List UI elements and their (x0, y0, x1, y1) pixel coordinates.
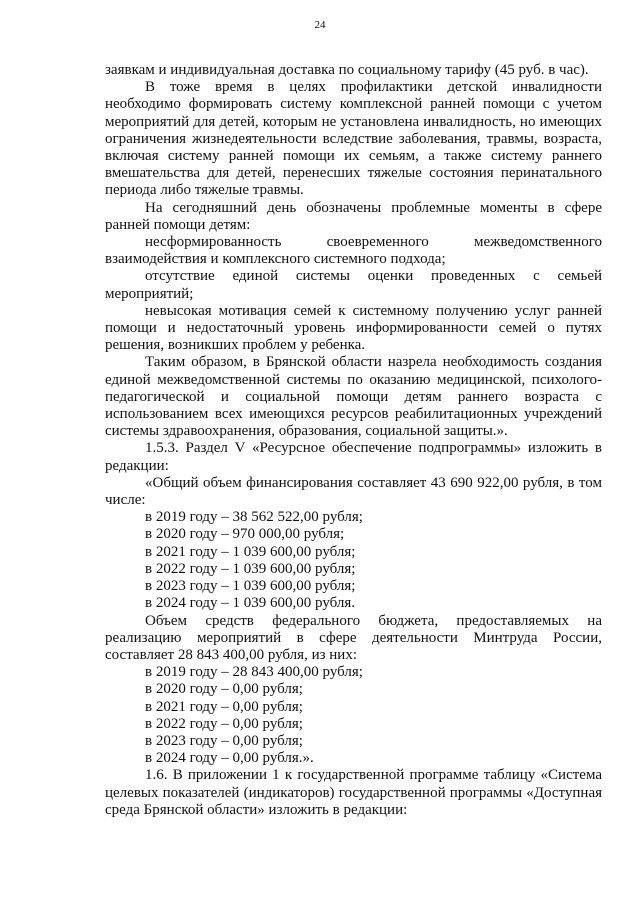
paragraph: 1.5.3. Раздел V «Ресурсное обеспечение подпрограммы» изложить в редакции: (105, 440, 602, 474)
document-body (105, 62, 602, 819)
year-amount-item: в 2019 году – 28 843 400,00 рубля; (145, 664, 363, 681)
paragraph: отсутствие единой системы оценки проведенных с семьей мероприятий; (105, 268, 602, 302)
paragraph: В тоже время в целях профилактики детской инвалидности необходимо формировать систему комплексной ранней помощи с учетом мероприятий для детей, которым не установлена инвалидность, но имеющих ограничения жизнедеятельности вследствие заболевания, травмы, возраста, включая систему ранней помощи их семьям, а также систему раннего вмешательства для детей, перенесших тяжелые состояния перинатального периода либо тяжелые травмы. (105, 79, 602, 199)
federal-funding-by-year-list (105, 664, 602, 767)
paragraph: На сегодняшний день обозначены проблемные моменты в сфере ранней помощи детям: (105, 199, 602, 233)
paragraph: невысокая мотивация семей к системному получению услуг ранней помощи и недостаточный уровень информированности семей о путях решения, возникших проблем у ребенка. (105, 302, 602, 354)
year-amount-item: в 2021 году – 0,00 рубля; (145, 698, 303, 715)
year-amount-item: в 2021 году – 1 039 600,00 рубля; (145, 543, 356, 560)
year-amount-item: в 2020 году – 0,00 рубля; (145, 681, 303, 698)
section-1-6-paragraph: 1.6. В приложении 1 к государственной программе таблицу «Система целевых показателей (индикаторов) государственной программы «Доступная среда Брянской области» изложить в редакции: (105, 767, 602, 818)
year-amount-item: в 2019 году – 38 562 522,00 рубля; (145, 509, 363, 526)
paragraph: «Общий объем финансирования составляет 43 690 922,00 рубля, в том числе: (105, 474, 602, 509)
paragraph: заявкам и индивидуальная доставка по социальному тарифу (45 руб. в час). (105, 62, 589, 78)
year-amount-item: в 2022 году – 1 039 600,00 рубля; (145, 560, 356, 577)
paragraph: Таким образом, в Брянской области назрела необходимость создания единой межведомственной системы по оказанию медицинской, психолого-педагогической и социальной помощи детям раннего возраста с использованием всех имеющихся ресурсов реабилитационных учреждений системы здравоохранения, образования, социальной защиты.». (105, 354, 602, 440)
page-number: 24 (314, 19, 326, 31)
text-paragraphs (105, 62, 602, 509)
year-amount-item: в 2024 году – 0,00 рубля.». (145, 750, 314, 767)
paragraph: несформированность своевременного межведомственного взаимодействия и комплексного системного подхода; (105, 234, 602, 268)
year-amount-item: в 2023 году – 0,00 рубля; (145, 732, 303, 749)
funding-by-year-list (105, 509, 602, 612)
year-amount-item: в 2023 году – 1 039 600,00 рубля; (145, 578, 356, 595)
year-amount-item: в 2022 году – 0,00 рубля; (145, 715, 303, 732)
year-amount-item: в 2020 году – 970 000,00 рубля; (145, 526, 345, 543)
year-amount-item: в 2024 году – 1 039 600,00 рубля. (145, 595, 356, 612)
federal-budget-paragraph: Объем средств федерального бюджета, предоставляемых на реализацию мероприятий в сфере деятельности Минтруда России, составляет 28 843 400,00 рубля, из них: (105, 612, 602, 663)
